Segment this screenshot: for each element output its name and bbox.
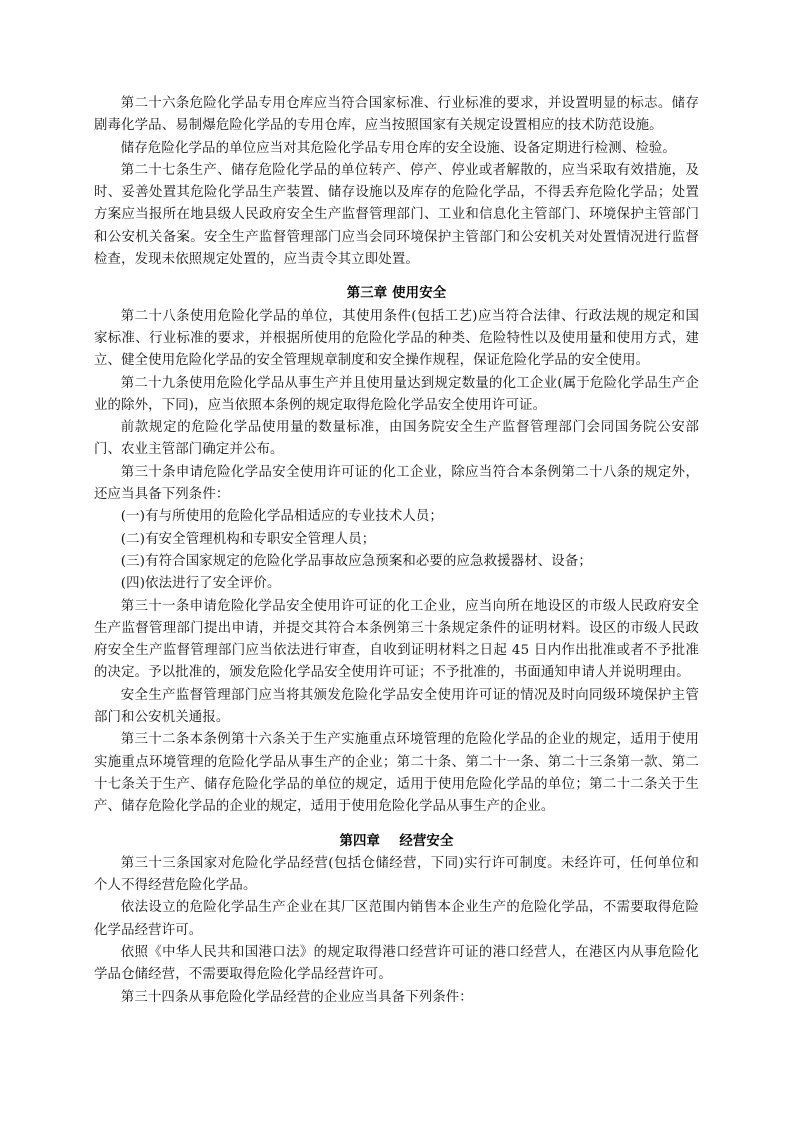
- paragraph-port-law: 依照《中华人民共和国港口法》的规定取得港口经营许可证的港口经营人，在港区内从事危险化学品仓储经营，不需要取得危险化学品经营许可。: [94, 944, 699, 983]
- paragraph-article-31: 第三十一条申请危险化学品安全使用许可证的化工企业，应当向所在地设区的市级人民政府安全生产监督管理部门提出申请，并提交其符合本条例第三十条规定条件的证明材料。设区的市级人民政府安全生产监督管理部门应当依法进行审查，自收到证明材料之日起 45 日内作出批准或者不予批准的决定。予以批准的，颁发危险化学品安全使用许可证；不予批准的，书面通知申请人并说明理由。: [94, 598, 699, 681]
- list-item-condition-2: (二)有安全管理机构和专职安全管理人员；: [120, 531, 376, 547]
- chapter-4-heading: 第四章 经营安全: [339, 833, 454, 849]
- list-item-condition-4: (四)依法进行了安全评价。: [120, 576, 281, 592]
- chapter-3-heading: 第三章 使用安全: [346, 286, 447, 302]
- paragraph-article-30: 第三十条申请危险化学品安全使用许可证的化工企业，除应当符合本条例第二十八条的规定外，还应当具备下列条件：: [94, 464, 699, 503]
- paragraph-usage-standard: 前款规定的危险化学品使用量的数量标准，由国务院安全生产监督管理部门会同国务院公安部门、农业主管部门确定并公布。: [94, 420, 699, 458]
- paragraph-article-32: 第三十二条本条例第十六条关于生产实施重点环境管理的危险化学品的企业的规定，适用于使用实施重点环境管理的危险化学品从事生产的企业；第二十条、第二十一条、第二十三条第一款、第二十七条关于生产、储存危险化学品的单位的规定，适用于使用危险化学品的单位；第二十二条关于生产、储存危险化学品的企业的规定，适用于使用危险化学品从事生产的企业。: [94, 732, 699, 815]
- document-body: [94, 93, 699, 1009]
- paragraph-article-29: 第二十九条使用危险化学品从事生产并且使用量达到规定数量的化工企业(属于危险化学品生产企业的除外，下同)，应当依照本条例的规定取得危险化学品安全使用许可证。: [94, 375, 699, 413]
- list-item-condition-3: (三)有符合国家规定的危险化学品事故应急预案和必要的应急救援器材、设备；: [120, 553, 592, 569]
- section-gap: [94, 271, 699, 283]
- paragraph-factory-sales: 依法设立的危险化学品生产企业在其厂区范围内销售本企业生产的危险化学品，不需要取得危险化学品经营许可。: [94, 900, 699, 938]
- paragraph-article-33: 第三十三条国家对危险化学品经营(包括仓储经营，下同)实行许可制度。未经许可，任何单位和个人不得经营危险化学品。: [94, 855, 699, 894]
- section-gap: [94, 819, 699, 831]
- paragraph-article-34: 第三十四条从事危险化学品经营的企业应当具备下列条件：: [120, 989, 473, 1005]
- paragraph-article-26: 第二十六条危险化学品专用仓库应当符合国家标准、行业标准的要求，并设置明显的标志。储存剧毒化学品、易制爆危险化学品的专用仓库，应当按照国家有关规定设置相应的技术防范设施。: [94, 96, 699, 134]
- paragraph-article-28: 第二十八条使用危险化学品的单位，其使用条件(包括工艺)应当符合法律、行政法规的规定和国家标准、行业标准的要求，并根据所使用的危险化学品的种类、危险特性以及使用量和使用方式，建立、健全使用危险化学品的安全管理规章制度和安全操作规程，保证危险化学品的安全使用。: [94, 308, 699, 369]
- list-item-condition-1: (一)有与所使用的危险化学品相适应的专业技术人员；: [120, 509, 443, 525]
- paragraph-notification: 安全生产监督管理部门应当将其颁发危险化学品安全使用许可证的情况及时向同级环境保护主管部门和公安机关通报。: [94, 687, 699, 726]
- paragraph-article-27: 第二十七条生产、储存危险化学品的单位转产、停产、停业或者解散的，应当采取有效措施，及时、妥善处置其危险化学品生产装置、储存设施以及库存的危险化学品，不得丢弃危险化学品；处置方案应当报所在地县级人民政府安全生产监督管理部门、工业和信息化主管部门、环境保护主管部门和公安机关备案。安全生产监督管理部门应当会同环境保护主管部门和公安机关对处置情况进行监督检查，发现未依照规定处置的，应当责令其立即处置。: [94, 162, 699, 268]
- paragraph-article-26-storage: 储存危险化学品的单位应当对其危险化学品专用仓库的安全设施、设备定期进行检测、检验。: [120, 140, 676, 156]
